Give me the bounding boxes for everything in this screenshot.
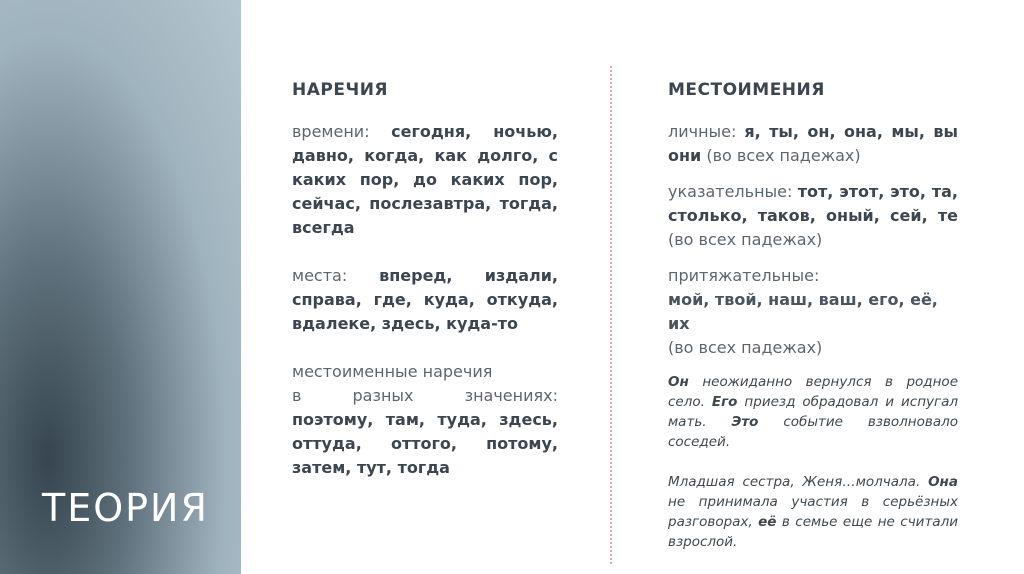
section-title: ТЕОРИЯ: [42, 486, 209, 530]
pronoun-highlight: Она: [928, 474, 958, 490]
pronouns-personal: [668, 120, 958, 168]
side-panel: [0, 0, 241, 574]
personal-label: личные:: [668, 122, 737, 141]
time-label: времени:: [292, 122, 370, 141]
spacer: [668, 360, 958, 372]
example-sentence-2: [668, 472, 958, 552]
place-words: вперед, издали, справа, где, куда, откуда, вдалеке, здесь, куда-то: [292, 266, 558, 333]
pronominal-label-line2: [292, 384, 558, 408]
demonstrative-words: тот, этот, это, та, столько, таков, оный, сей, те: [668, 182, 958, 225]
spacer: [668, 168, 958, 180]
adverbs-heading: НАРЕЧИЯ: [292, 80, 389, 100]
spacer: [668, 252, 958, 264]
adverbs-pronominal: [292, 360, 558, 480]
label-word: значениях:: [464, 386, 558, 405]
time-words-line1: сегодня, ночью,: [391, 122, 558, 141]
example-text: не принимала участия в серьёзных разговорах,: [668, 494, 958, 530]
example-text: неожиданно вернулся в родное село.: [668, 374, 958, 410]
demonstrative-note: (во всех падежах): [668, 230, 823, 249]
possessive-note: (во всех падежах): [668, 338, 823, 357]
pronouns-heading: МЕСТОИМЕНИЯ: [668, 80, 825, 100]
pronominal-label: местоименные наречия: [292, 362, 493, 381]
possessive-words: мой, твой, наш, ваш, его, её, их: [668, 290, 938, 333]
possessive-label: притяжательные:: [668, 266, 820, 285]
pronominal-words: поэтому, там, туда, здесь, оттуда, оттого, потому, затем, тут, тогда: [292, 410, 558, 477]
example-text: в семье еще не считали взрослой.: [668, 514, 958, 550]
adverbs-column: [292, 78, 558, 480]
spacer: [292, 336, 558, 360]
pronoun-highlight: Это: [731, 414, 759, 430]
time-words: давно, когда, как долго, с каких пор, до каких пор, сейчас, послезавтра, тогда, всегда: [292, 146, 558, 237]
place-label: места:: [292, 266, 348, 285]
demonstrative-label: указательные:: [668, 182, 793, 201]
pronoun-highlight: Его: [711, 394, 738, 410]
example-text: событие взволновало соседей.: [668, 414, 958, 450]
pronouns-possessive: [668, 264, 958, 360]
example-text: Младшая сестра, Женя…молчала.: [668, 474, 929, 490]
adverbs-time: [292, 120, 558, 240]
column-divider: [610, 66, 612, 564]
pronouns-demonstrative: [668, 180, 958, 252]
spacer: [668, 452, 958, 472]
personal-words: я, ты, он, она, мы, вы они: [668, 122, 958, 165]
example-text: приезд обрадовал и испугал мать.: [668, 394, 959, 430]
adverbs-place: [292, 264, 558, 336]
pronouns-column: [668, 78, 958, 552]
label-word: разных: [352, 386, 414, 405]
pronoun-highlight: её: [758, 514, 777, 530]
label-word: в: [292, 386, 302, 405]
pronoun-highlight: Он: [668, 374, 689, 390]
example-sentence-1: [668, 372, 958, 452]
spacer: [292, 240, 558, 264]
personal-note: (во всех падежах): [706, 146, 861, 165]
